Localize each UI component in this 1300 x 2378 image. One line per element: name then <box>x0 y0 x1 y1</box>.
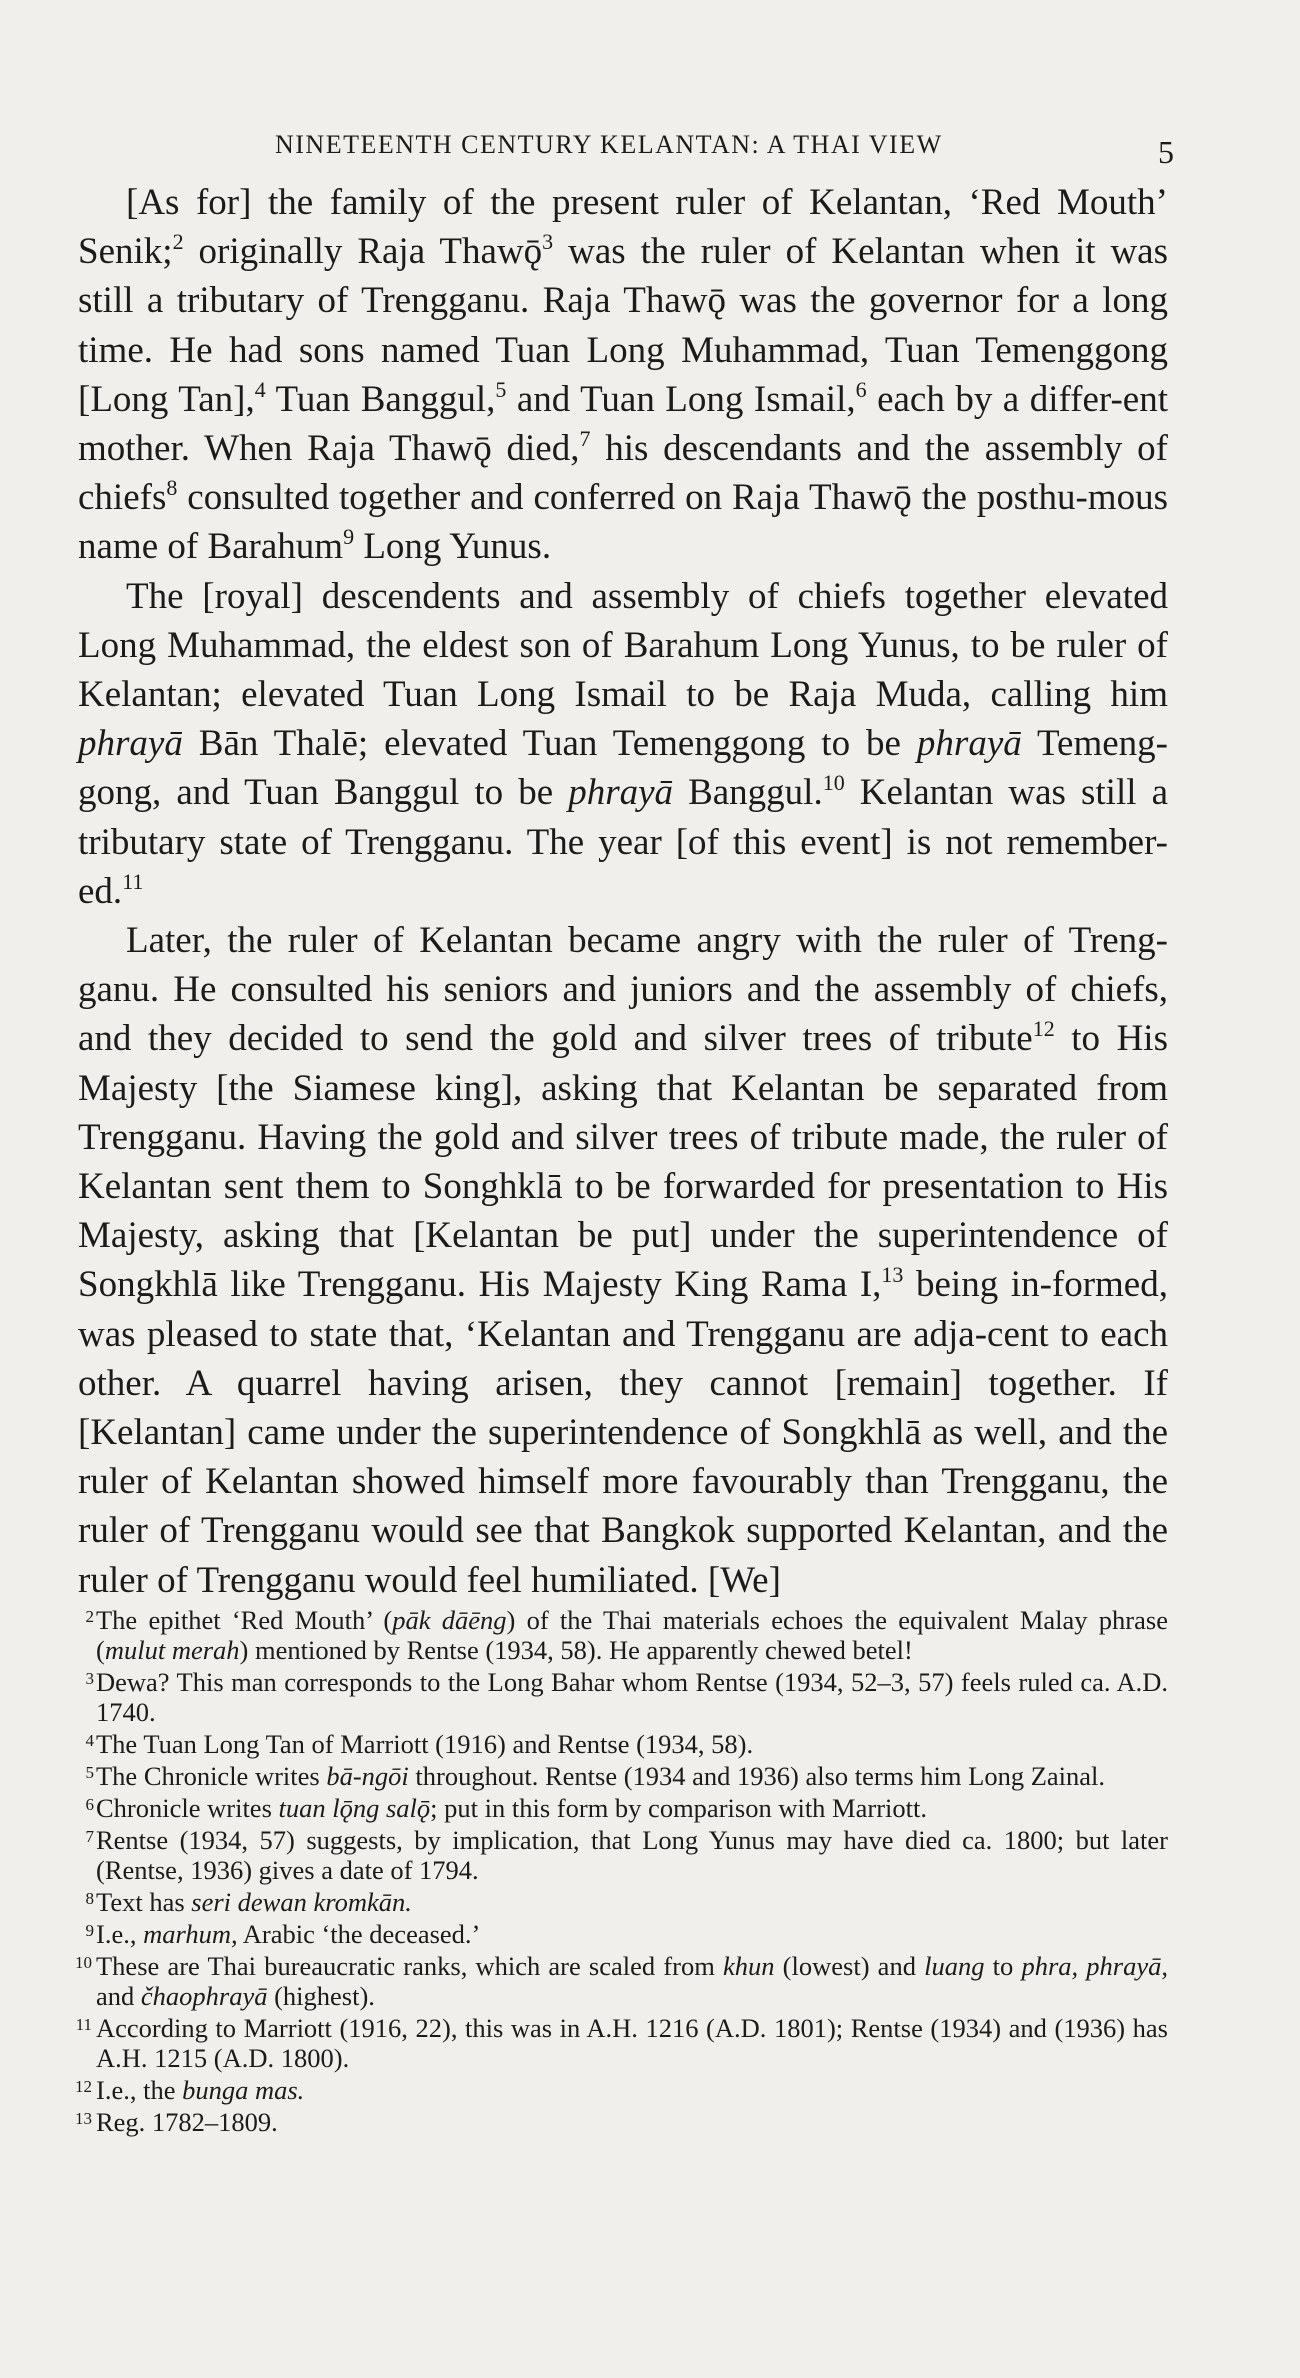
italic-term: seri dewan kromkān. <box>191 1887 412 1917</box>
italic-term: tuan lǭng salǭ <box>278 1793 431 1823</box>
text-run: The Tuan Long Tan of Marriott (1916) and Rentse (1934, 58). <box>96 1729 754 1759</box>
footnote-number: 4 <box>85 1731 94 1750</box>
text-run: was the ruler of Kelantan when it was still a tributary of Trengganu. Raja Thawǭ was the governor for a long time. He had sons named Tuan Long Muhammad, Tuan Temenggong [Long Tan], <box>78 231 1168 420</box>
text-run: to <box>984 1951 1022 1981</box>
text-run: being in-formed, was pleased to state that, ‘Kelantan and Trengganu are adja-cent to each other. A quarrel having arisen, they cannot [remain] together. If [Kelantan] came under the superintendence of Songkhlā as well, and the ruler of Kelantan showed himself more favourably than Trengganu, the ruler of Trengganu would see that Bangkok supported Kelantan, and the ruler of Trengganu would feel humiliated. [We] <box>78 1264 1168 1601</box>
footnote <box>78 1605 1168 1665</box>
footnote-number: 13 <box>75 2109 92 2128</box>
text-run: Chronicle writes <box>96 1793 279 1823</box>
text-run: These are Thai bureaucratic ranks, which are scaled from <box>96 1951 723 1981</box>
text-run: Rentse (1934, 57) suggests, by implication, that Long Yunus may have died ca. 1800; but later (Rentse, 1936) gives a date of 1794. <box>96 1825 1168 1885</box>
footnote <box>78 1825 1168 1885</box>
footnote <box>78 1667 1168 1727</box>
text-run: each by a differ-ent mother. When Raja Thawǭ died, <box>78 378 1168 470</box>
footnote-number: 11 <box>75 2015 92 2034</box>
text-run: According to Marriott (1916, 22), this was in A.H. 1216 (A.D. 1801); Rentse (1934) and (1936) has A.H. 1215 (A.D. 1800). <box>96 2013 1168 2073</box>
footnote-number: 2 <box>85 1607 94 1626</box>
running-title: NINETEENTH CENTURY KELANTAN: A THAI VIEW <box>275 130 943 159</box>
text-run: Dewa? This man corresponds to the Long Bahar whom Rentse (1934, 52–3, 57) feels ruled ca. A.D. 1740. <box>96 1667 1168 1727</box>
footnote-reference: 11 <box>122 868 144 894</box>
footnote-reference: 3 <box>542 229 554 255</box>
footnote-reference: 4 <box>254 376 266 402</box>
page-header <box>0 130 1300 170</box>
italic-term: pāk dāēng <box>392 1605 507 1635</box>
footnote <box>75 2075 1168 2105</box>
footnote <box>78 1761 1168 1791</box>
italic-term: bunga mas. <box>182 2075 305 2105</box>
text-run: [As for] the family of the present ruler of Kelantan, ‘Red Mouth’ Senik; <box>78 182 1168 273</box>
text-run: Reg. 1782–1809. <box>96 2107 278 2137</box>
footnote-reference: 13 <box>881 1262 904 1288</box>
text-run: Kelantan was still a tributary state of Trengganu. The year [of this event] is not remember-ed. <box>78 772 1168 912</box>
footnote-number: 7 <box>85 1827 94 1846</box>
footnote-reference: 5 <box>495 376 507 402</box>
text-run: throughout. Rentse (1934 and 1936) also terms him Long Zainal. <box>408 1761 1106 1791</box>
footnote-number: 6 <box>85 1795 94 1814</box>
footnote-reference: 12 <box>1032 1016 1055 1042</box>
page-number: 5 <box>1158 134 1174 170</box>
footnote-number: 8 <box>85 1889 94 1908</box>
paragraph <box>78 178 1168 572</box>
footnote-reference: 10 <box>822 770 845 796</box>
italic-term: bā-ngōi <box>326 1761 409 1791</box>
text-run: Text has <box>96 1887 192 1917</box>
paragraph <box>78 572 1168 916</box>
italic-term: luang <box>924 1951 985 1981</box>
footnote <box>75 2013 1168 2073</box>
italic-term: phrayā <box>916 723 1022 765</box>
text-run: I.e., the <box>96 2075 183 2105</box>
footnote <box>78 1729 1168 1759</box>
paragraph <box>78 916 1168 1605</box>
text-run: ) of the Thai materials echoes the equivalent Malay phrase ( <box>96 1605 1168 1665</box>
footnote-number: 9 <box>85 1921 94 1940</box>
text-run: his descendants and the assembly of chiefs <box>78 428 1168 519</box>
footnote-number: 12 <box>75 2077 92 2096</box>
footnote-number: 3 <box>85 1669 94 1688</box>
italic-term: marhum, <box>143 1919 238 1949</box>
italic-term: čhaophrayā <box>140 1981 268 2011</box>
text-run: Long Yunus. <box>354 526 552 568</box>
text-run: Later, the ruler of Kelantan became angry with the ruler of Treng-ganu. He consulted his seniors and juniors and the assembly of chiefs, and they decided to send the gold and silver trees of tribute <box>78 920 1168 1060</box>
text-run: Temeng-gong, and Tuan Banggul to be <box>78 723 1169 814</box>
footnote-reference: 7 <box>579 426 591 452</box>
footnote-reference: 8 <box>166 475 178 501</box>
footnotes <box>75 1605 1169 2139</box>
text-run: Banggul. <box>673 772 823 814</box>
footnote-reference: 9 <box>343 524 355 550</box>
text-run: and Tuan Long Ismail, <box>506 378 856 420</box>
italic-term: phrayā <box>78 723 183 765</box>
footnote <box>75 2107 1168 2137</box>
footnote <box>78 1919 1168 1949</box>
text-run: The Chronicle writes <box>96 1761 327 1791</box>
footnote <box>78 1887 1168 1917</box>
italic-term: mulut merah <box>104 1635 240 1665</box>
footnote-number: 10 <box>75 1953 92 1972</box>
text-run: ; put in this form by comparison with Marriott. <box>430 1793 927 1823</box>
text-run: ) mentioned by Rentse (1934, 58). He apparently chewed betel! <box>239 1635 913 1665</box>
footnote-number: 5 <box>85 1763 94 1782</box>
text-run: and <box>96 1981 141 2011</box>
footnote-reference: 2 <box>172 229 184 255</box>
main-text <box>78 178 1168 1605</box>
text-run: The [royal] descendents and assembly of chiefs together elevated Long Muhammad, the eldest son of Barahum Long Yunus, to be ruler of Kelantan; elevated Tuan Long Ismail to be Raja Muda, calling him <box>78 575 1168 716</box>
footnote <box>78 1793 1168 1823</box>
text-run: Tuan Banggul, <box>265 378 496 420</box>
text-run: to His Majesty [the Siamese king], asking that Kelantan be separated from Trengganu. Having the gold and silver trees of tribute made, the ruler of Kelantan sent them to Songhklā to be forwarded for presentation to His Majesty, asking that [Kelantan be put] under the superintendence of Songkhlā like Trengganu. His Majesty King Rama I, <box>78 1018 1168 1306</box>
text-run: Arabic ‘the deceased.’ <box>237 1919 481 1949</box>
italic-term: phrayā <box>568 772 674 814</box>
text-run: originally Raja Thawǭ <box>183 231 543 273</box>
italic-term: phra, phrayā, <box>1021 1951 1169 1981</box>
text-run: Bān Thalē; elevated Tuan Temenggong to be <box>182 723 917 765</box>
italic-term: khun <box>723 1951 775 1981</box>
text-run: consulted together and conferred on Raja Thawǭ the posthu-mous name of Barahum <box>78 477 1168 568</box>
footnote-reference: 6 <box>855 376 867 402</box>
text-run: (highest). <box>267 1981 375 2011</box>
text-run: (lowest) and <box>774 1951 925 1981</box>
text-run: The epithet ‘Red Mouth’ ( <box>96 1605 393 1635</box>
footnote <box>75 1951 1169 2011</box>
text-run: I.e., <box>96 1919 144 1949</box>
